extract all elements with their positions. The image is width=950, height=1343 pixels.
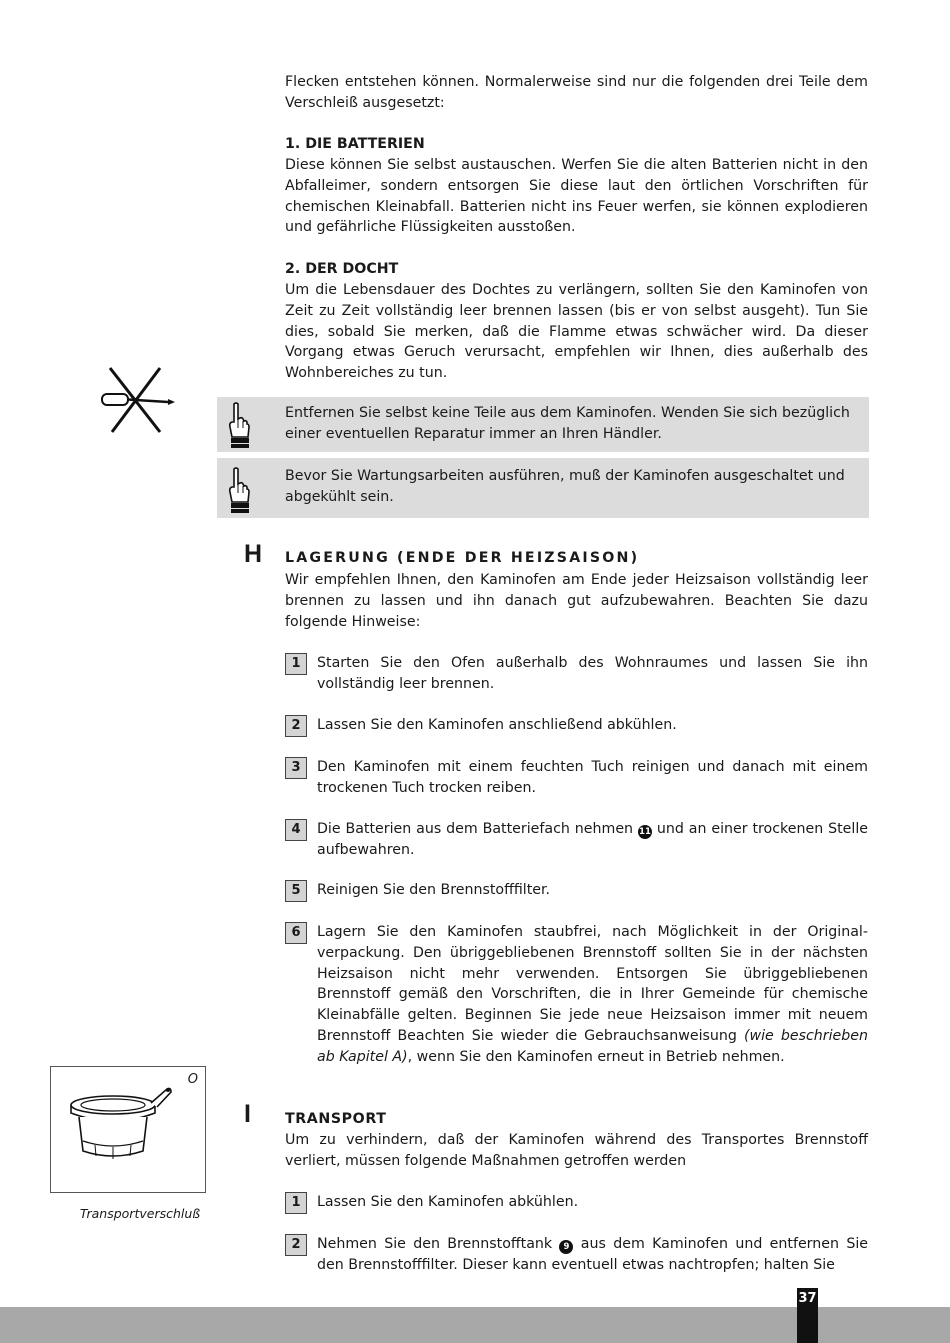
step-number: 6 xyxy=(285,922,307,944)
step-text: Nehmen Sie den Brennstofftank 9 aus dem Kaminofen und entfernen Sie den Brennstofffilter. Dieser kann eventuell etwas nachtropfen; halten Sie xyxy=(317,1236,868,1273)
step-text: Starten Sie den Ofen außerhalb des Wohnraumes und lassen Sie ihn vollständig leer brennen. xyxy=(317,655,868,692)
intro-paragraph: Flecken entstehen können. Normalerweise sind nur die folgenden drei Teile dem Verschleiß ausgesetzt: xyxy=(285,74,868,111)
page-number: 37 xyxy=(797,1288,818,1343)
no-screwdriver-icon xyxy=(98,364,178,436)
step-text: Lagern Sie den Kaminofen staubfrei, nach Möglichkeit in der Original-verpackung. Den übriggebliebenen Brennstoff sollten Sie in der nächsten Heizsaison nicht mehr verwenden. Entsorgen Sie übriggebliebenen Brennstoff gemäß den Vorschriften, die in Ihrer Gemeinde für chemische Kleinabfälle gelten. Beginnen Sie jede neue Heizsaison immer mit neuem Brennstoff Beachten Sie wieder die Gebrauchsanweisung (wie beschrieben ab Kapitel A), wenn Sie den Kaminofen erneut in Betrieb nehmen. xyxy=(317,924,868,1065)
step-text: Lassen Sie den Kaminofen abkühlen. xyxy=(317,1194,579,1210)
step-number: 1 xyxy=(285,1192,307,1214)
step-number: 5 xyxy=(285,880,307,902)
section-intro: Um zu verhindern, daß der Kaminofen während des Transportes Brennstoff verliert, müssen folgende Maßnahmen getroffen werden xyxy=(285,1132,868,1169)
pointing-hand-icon xyxy=(225,401,251,449)
transport-cap-figure xyxy=(50,1066,206,1193)
warning-note xyxy=(217,458,869,518)
section-title: TRANSPORT xyxy=(285,1111,387,1127)
section-intro: Wir empfehlen Ihnen, den Kaminofen am Ende jeder Heizsaison vollständig leer brennen zu lassen und ihn danach gut aufzubewahren. Beachten Sie dazu folgende Hinweise: xyxy=(285,572,868,630)
batteries-text: Diese können Sie selbst austauschen. Werfen Sie die alten Batterien nicht in den Abfalleimer, sondern entsorgen Sie diese laut den örtlichen Vorschriften für chemischen Kleinabfall. Batterien nicht ins Feuer werfen, sie können explodieren und gefährliche Flüssigkeiten ausstoßen. xyxy=(285,157,868,236)
step-number: 2 xyxy=(285,1234,307,1256)
pointing-hand-icon xyxy=(225,466,251,518)
figure-caption: Transportverschluß xyxy=(79,1206,201,1221)
step-number: 4 xyxy=(285,819,307,841)
step-number: 1 xyxy=(285,653,307,675)
section-letter: I xyxy=(244,1100,251,1128)
batteries-heading: 1. DIE BATTERIEN xyxy=(285,136,425,152)
note-text: Bevor Sie Wartungsarbeiten ausführen, muß der Kaminofen ausgeschaltet und abgekühlt sein. xyxy=(285,468,845,505)
warning-note xyxy=(217,397,869,452)
transport-cap-illustration xyxy=(65,1083,175,1173)
wick-text: Um die Lebensdauer des Dochtes zu verlängern, sollten Sie den Kaminofen von Zeit zu Zeit vollständig leer brennen lassen (bis er von selbst ausgeht). Tun Sie dies, sobald Sie merken, daß die Flamme etwas schwächer wird. Da dieser Vorgang etwas Geruch verursacht, empfehlen wir Ihnen, dies außerhalb des Wohnbereiches zu tun. xyxy=(285,282,868,382)
note-text: Entfernen Sie selbst keine Teile aus dem Kaminofen. Wenden Sie sich bezüglich einer eventuellen Reparatur immer an Ihren Händler. xyxy=(285,405,850,442)
reference-number: 11 xyxy=(639,827,651,837)
section-letter: H xyxy=(244,540,263,568)
step-text: Lassen Sie den Kaminofen anschließend abkühlen. xyxy=(317,717,677,733)
step-number: 3 xyxy=(285,757,307,779)
step-text: Den Kaminofen mit einem feuchten Tuch reinigen und danach mit einem trockenen Tuch trocken reiben. xyxy=(317,759,868,796)
wick-heading: 2. DER DOCHT xyxy=(285,261,399,277)
section-title: LAGERUNG (ENDE DER HEIZSAISON) xyxy=(285,550,640,566)
step-text: Reinigen Sie den Brennstofffilter. xyxy=(317,882,551,898)
step-number: 2 xyxy=(285,715,307,737)
reference-number: 9 xyxy=(559,1240,573,1254)
figure-label: O xyxy=(187,1072,198,1087)
step-text: Die Batterien aus dem Batteriefach nehmen 11 und an einer trockenen Stelle aufbewahren. xyxy=(317,821,868,858)
